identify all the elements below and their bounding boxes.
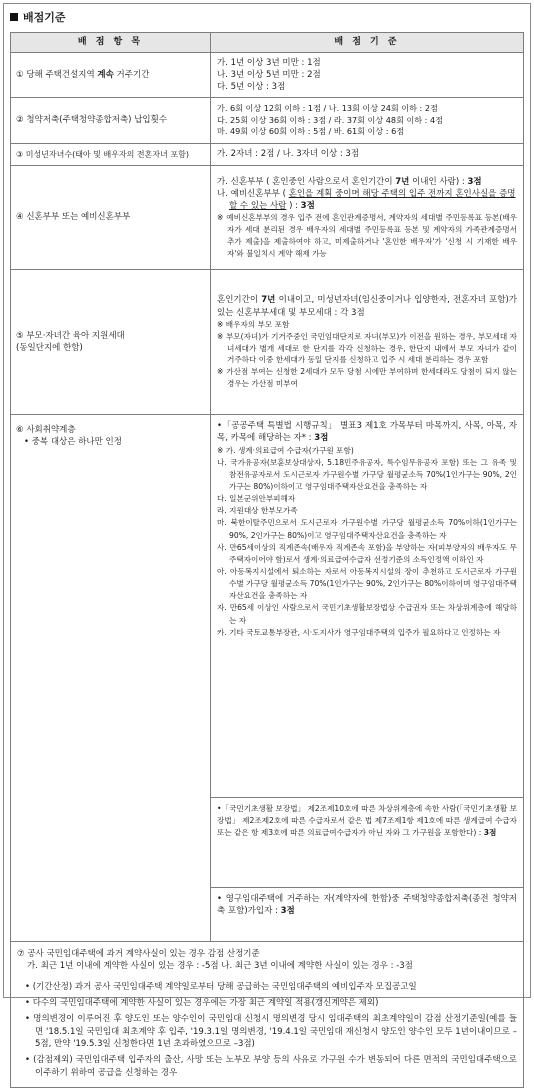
vulnerable-box-special-act: •「공공주택 특별법 시행규칙」 별표3 제1호 가목부터 마목까지, 사목, 아목, 자목, 카목에 해당하는 자* : 3점 ※ 가. 생계·의료급여 수급자(가구원 포함) 나. 국가유공자(보훈보상대상자, 5.18민주유공자, 특수임무유공자 포함) 또는 그 유족 및 참전유공자로서 도시근로자 가구원수별 가구당 월평균소득 70%(1인가구는 90%, 2인가구는 80%)이하이고 영구임대주택자산요건을 충족하는 자 다. 일본군위안부피해자 라. 지원대상 한부모가족 마. 북한이탈주민으로서 도시근로자 가구원수별 가구당 월평균소득 70%이하(1인가구는 90%, 2인가구는 80%)이고 영구임대주택자산요건을 충족하는 자 사. 만65세이상의 직계존속(배우자 직계존속 포함)을 부양하는 자(피부양자의 배우자도 무주택자이어야 함)로서 생계·의료급여수급자 선정기준의 소득인정액 이하인 자 아. 아동복지시설에서 퇴소하는 자로서 아동복지시설의 장이 추천하고 도시근로자 가구원수별 가구당 월평균소득 70%(1인가구는 90%, 2인가구는 80%이하이며 영구임대주택자산요건을 충족하는 자 자. 만65세 이상인 사람으로서 국민기초생활보장법상 수급권자 또는 차상위계층에 해당하는 자 카. 기타 국토교통부장관, 시·도지사가 영구임대주택의 입주가 필요하다고 인정하는 자 [211,415,523,797]
item-newlywed: ④ 신혼부부 또는 예비신혼부부 [11,166,211,270]
standard-savings: 가. 6회 이상 12회 이하 : 1점 / 나. 13회 이상 24회 이하 : 2점 다. 25회 이상 36회 이하 : 3점 / 라. 37회 이상 48회 이하 : 4점 마. 49회 이상 60회 이하 : 5점 / 바. 61회 이상 : 6점 [211,98,524,144]
table-row-childcare [11,270,524,415]
deduction-criteria: ⑦ 공사 국민임대주택에 과거 계약사실이 있는 경우 감점 산정기준 가. 최근 1년 이내에 계약한 사실이 있는 경우 : -5점 나. 최근 3년 이내에 계약한 사실이 있는 경우 : -3점 • (기간산정) 과거 공사 국민임대주택 계약일로부터 당해 공급하는 국민임대주택의 예비입주자 모집공고일 • 다수의 국민임대주택에 계약한 사실이 있는 경우에는 가장 최근 계약일 적용(갱신계약은 제외) • 명의변경이 이루어진 후 양도인 또는 양수인이 국민임대 신청시 명의변경 당시 임대주택의 최초계약일이 감점 산정기준일(예를 들면 '18.5.1일 국민임대 최초계약 후 입주, '19.3.1일 명의변경, '19.4.1일 국민임대 재신청시 양도인 양수인 모두 1년이내이므로 –5점, 만약 '19.5.3일 신청한다면 1년 초과하였으므로 –3점) • (감점제외) 국민임대주택 입주자의 출산, 사망 또는 노부모 부양 등의 사유로 가구원 수가 변동되어 다른 면적의 국민임대주택으로 이주하기 위하여 공급을 신청하는 경우 [11,942,524,1088]
table-row-children [11,144,524,166]
table-row-residence [11,53,524,98]
standard-childcare: 혼인기간이 7년 이내이고, 미성년자녀(임신중이거나 입양한자, 전혼자녀 포함)가 있는 신혼부부세대 및 부모세대 : 각 3점 ※ 배우자의 부모 포함 ※ 부모(자녀)가 기거주중인 국민임대단지로 자녀(부모)가 이전을 원하는 경우, 부모세대 자녀세대가 별개 세대로 한 단지를 각각 신청하는 경우, 한단지 내에서 부모 자녀가 같이 거주하다 이중 한세대가 동일 단지를 신청하고 입주 시 세대 분리하는 경우 포함 ※ 가산점 부여는 신청한 2세대가 모두 당첨 시에만 부여하며 한세대라도 당첨이 되지 않는 경우는 가산점 미부여 [211,270,524,415]
vulnerable-box-permanent-rental: • 영구임대주택에 거주하는 자(계약자에 한함)중 주택청약종합저축(종전 청약저축 포함)가입자 : 3점 [211,887,523,941]
table-header-row [11,33,524,53]
table-row-vulnerable [11,415,524,942]
item-childcare: ⑤ 부모·자녀간 육아 지원세대 (동일단지에 한함) [11,270,211,415]
header-item: 배 점 항 목 [11,33,211,53]
table-row-savings [11,98,524,144]
standard-vulnerable [211,415,524,942]
header-standard: 배 점 기 준 [211,33,524,53]
heading-text: 배점기준 [23,11,66,24]
square-bullet-icon [10,13,18,21]
deduction-title: ⑦ 공사 국민임대주택에 과거 계약사실이 있는 경우 감점 산정기준 [17,949,260,959]
deduction-points: 가. 최근 1년 이내에 계약한 사실이 있는 경우 : -5점 나. 최근 3년 이내에 계약한 사실이 있는 경우 : -3점 [27,961,413,972]
vulnerable-list: ※ 가. 생계·의료급여 수급자(가구원 포함) 나. 국가유공자(보훈보상대상자, 5.18민주유공자, 특수임무유공자 포함) 또는 그 유족 및 참전유공자로서 도시근로자 가구원수별 가구당 월평균소득 70%(1인가구는 90%, 2인가구는 80%)이하이고 영구임대주택자산요건을 충족하는 자 다. 일본군위안부피해자 라. 지원대상 한부모가족 마. 북한이탈주민으로서 도시근로자 가구원수별 가구당 월평균소득 70%이하(1인가구는 90%, 2인가구는 80%)이고 영구임대주택자산요건을 충족하는 자 사. 만65세이상의 직계존속(배우자 직계존속 포함)을 부양하는 자(피부양자의 배우자도 무주택자이어야 함)로서 생계·의료급여수급자 선정기준의 소득인정액 이하인 자 아. 아동복지시설에서 퇴소하는 자로서 아동복지시설의 장이 추천하고 도시근로자 가구원수별 가구당 월평균소득 70%(1인가구는 90%, 2인가구는 80%이하이며 영구임대주택자산요건을 충족하는 자 자. 만65세 이상인 사람으로서 국민기초생활보장법상 수급권자 또는 차상위계층에 해당하는 자 카. 기타 국토교통부장관, 시·도지사가 영구임대주택의 입주가 필요하다고 인정하는 자 [217,445,517,637]
table-row-newlywed [11,166,524,270]
scoring-criteria-table [10,32,524,1088]
item-children: ③ 미성년자녀수(태아 및 배우자의 전혼자녀 포함) [11,144,211,166]
item-savings: ② 청약저축(주택청약종합저축) 납입횟수 [11,98,211,144]
item-vulnerable: ⑥ 사회취약계층 • 중복 대상은 하나만 인정 [11,415,211,942]
section-heading [10,9,66,25]
standard-residence: 가. 1년 이상 3년 미만 : 1점 나. 3년 이상 5년 미만 : 2점 다. 5년 이상 : 3점 [211,53,524,98]
vulnerable-box-near-poverty: •「국민기초생활 보장법」 제2조제10호에 따른 차상위계층에 속한 사람(「국민기초생활 보장법」 제2조제2호에 따른 수급자로서 같은 법 제7조제1항 제1호에 따른 생계급여 수급자 또는 같은 항 제3호에 따른 의료급여수급자가 아닌 자와 그 가구원을 포함한다) : 3점 [211,797,523,887]
newlywed-note: ※ 예비신혼부부의 경우 입주 전에 혼인관계증명서, 계약자의 세대별 주민등록표 등본(배우자가 세대 분리된 경우 배우자의 세대별 주민등록표 등본 및 계약자의 가족관계증명서 추가 제출)을 제출하여야 하고, 미제출하거나 '혼인한 배우자'가 '신청 시 기재한 배우자'와 불일치시 계약 해제 가능 [217,213,517,258]
item-residence: ① 당해 주택건설지역 계속 거주기간 [11,53,211,98]
standard-children: 가. 2자녀 : 2점 / 나. 3자녀 이상 : 3점 [211,144,524,166]
table-row-deduction [11,942,524,1088]
standard-newlywed: 가. 신혼부부 ( 혼인중인 사람으로서 혼인기간이 7년 이내인 사람) : 3점 나. 예비신혼부부 ( 혼인을 계획 중이며 해당 주택의 입주 전까지 혼인사실을 증명할 수 있는 사람 ) : 3점 ※ 예비신혼부부의 경우 입주 전에 혼인관계증명서, 계약자의 세대별 주민등록표 등본(배우자가 세대 분리된 경우 배우자의 세대별 주민등록표 등본 및 계약자의 가족관계증명서 추가 제출)을 제출하여야 하고, 미제출하거나 '혼인한 배우자'가 '신청 시 기재한 배우자'와 불일치시 계약 해제 가능 [211,166,524,270]
